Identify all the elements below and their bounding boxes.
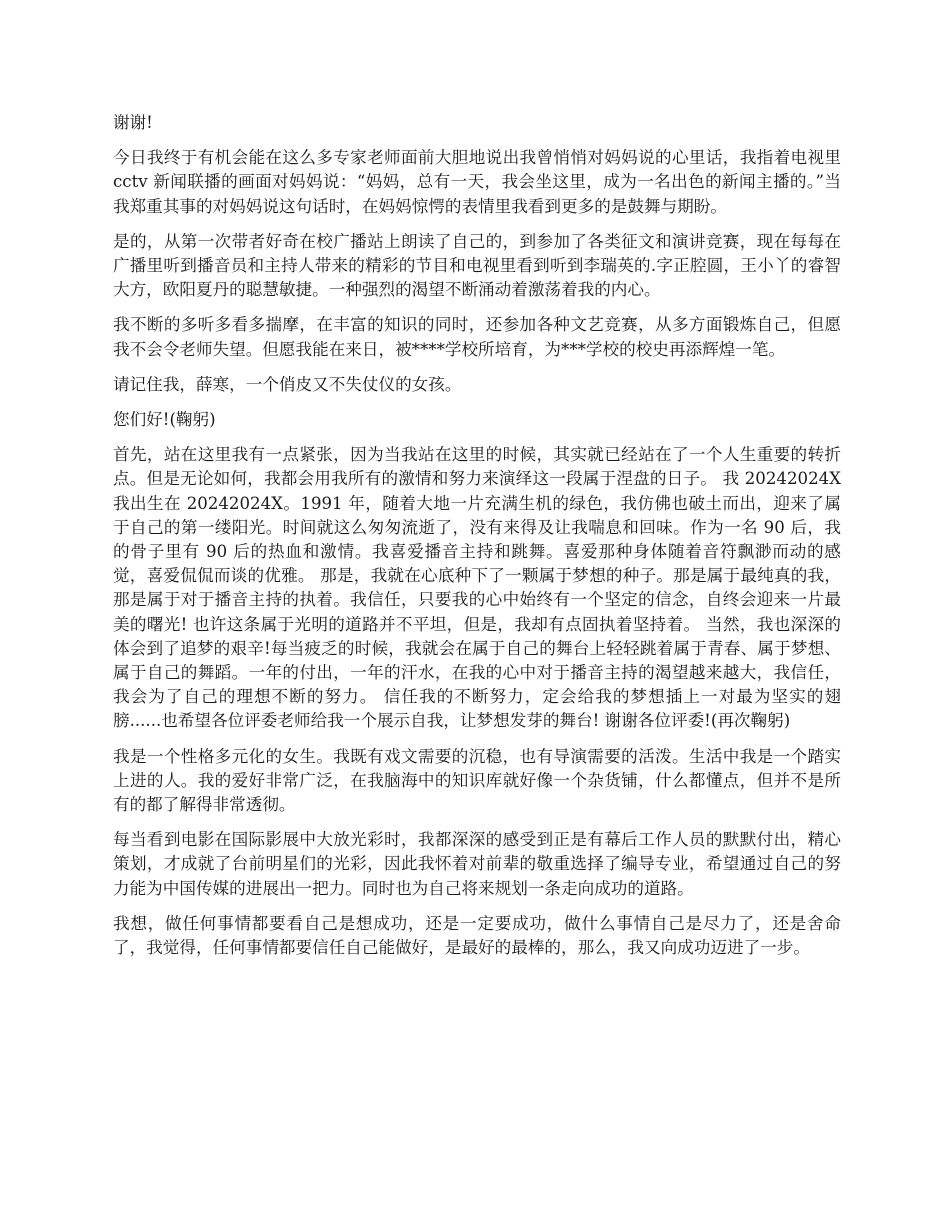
paragraph-confession: 今日我终于有机会能在这么多专家老师面前大胆地说出我曾悄悄对妈妈说的心里话，我指着电视里 cctv 新闻联播的画面对妈妈说：“妈妈，总有一天，我会坐这里，成为一名出色的新闻主播的。”当我郑重其事的对妈妈说这句话时，在妈妈惊愕的表情里我看到更多的是鼓舞与期盼。	[113, 148, 841, 216]
paragraph-effort: 我不断的多听多看多揣摩，在丰富的知识的同时，还参加各种文艺竞赛，从多方面锻炼自己，但愿我不会令老师失望。但愿我能在来日，被****学校所培育，为***学校的校史再添辉煌一笔。	[113, 315, 841, 359]
paragraph-film-directing: 每当看到电影在国际影展中大放光彩时，我都深深的感受到正是有幕后工作人员的默默付出，精心策划，才成就了台前明星们的光彩，因此我怀着对前辈的敬重选择了编导专业，希望通过自己的努力能为中国传媒的进展出一把力。同时也为自己将来规划一条走向成功的道路。	[113, 830, 841, 898]
paragraph-main-speech: 首先，站在这里我有一点紧张，因为当我站在这里的时候，其实就已经站在了一个人生重要的转折点。但是无论如何，我都会用我所有的激情和努力来演绎这一段属于涅盘的日子。 我 20242024X 我出生在 20242024X。1991 年，随着大地一片充满生机的绿色，我仿佛也破土而出，迎来了属于自己的第一缕阳光。时间就这么匆匆流逝了，没有来得及让我喘息和回味。作为一名 90 后，我的骨子里有 90 后的热血和激情。我喜爱播音主持和跳舞。喜爱那种身体随着音符飘渺而动的感觉，喜爱侃侃而谈的优雅。 那是，我就在心底种下了一颗属于梦想的种子。那是属于最纯真的我，那是属于对于播音主持的执着。我信任，只要我的心中始终有一个坚定的信念，自终会迎来一片最美的曙光! 也许这条属于光明的道路并不平坦，但是，我却有点固执着坚持着。 当然，我也深深的体会到了追梦的艰辛!每当疲乏的时候，我就会在属于自己的舞台上轻轻跳着属于青春、属于梦想、属于自己的舞蹈。一年的付出，一年的汗水，在我的心中对于播音主持的渴望越来越大，我信任，我会为了自己的理想不断的努力。 信任我的不断努力，定会给我的梦想插上一对最为坚实的翅膀......也希望各位评委老师给我一个展示自我，让梦想发芽的舞台! 谢谢各位评委!(再次鞠躬)	[113, 445, 841, 731]
document-body	[113, 111, 841, 971]
paragraph-success: 我想，做任何事情都要看自己是想成功，还是一定要成功，做什么事情自己是尽力了，还是舍命了，我觉得，任何事情都要信任自己能做好，是最好的最棒的，那么，我又向成功迈进了一步。	[113, 913, 841, 958]
paragraph-personality: 我是一个性格多元化的女生。我既有戏文需要的沉稳，也有导演需要的活泼。生活中我是一个踏实上进的人。我的爱好非常广泛，在我脑海中的知识库就好像一个杂货铺，什么都懂点，但并不是所有的都了解得非常透彻。	[113, 746, 841, 815]
paragraph-inspiration: 是的，从第一次带者好奇在校广播站上朗读了自己的，到参加了各类征文和演讲竞赛，现在每每在广播里听到播音员和主持人带来的精彩的节目和电视里看到听到李瑞英的.字正腔圆，王小丫的睿智大方，欧阳夏丹的聪慧敏捷。一种强烈的渴望不断涌动着激荡着我的内心。	[113, 231, 841, 300]
paragraph-thanks: 谢谢!	[113, 113, 153, 132]
paragraph-greeting: 您们好!(鞠躬)	[113, 410, 216, 430]
paragraph-remember-me: 请记住我，薛寒，一个俏皮又不失仗仪的女孩。	[113, 374, 462, 394]
